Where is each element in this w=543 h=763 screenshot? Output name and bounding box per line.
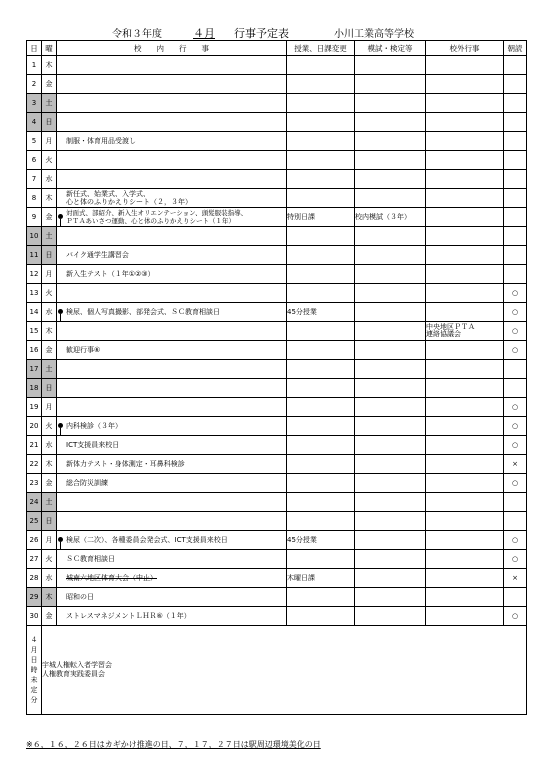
weekday-cell: 月 — [42, 398, 57, 417]
weekday-cell: 日 — [42, 512, 57, 531]
outside-event-cell — [426, 417, 504, 436]
weekday-cell: 土 — [42, 227, 57, 246]
school-event-cell — [57, 303, 287, 322]
weekday-cell: 金 — [42, 474, 57, 493]
school-event-cell — [57, 550, 287, 569]
table-row — [27, 208, 527, 227]
morning-reading-cell — [504, 151, 527, 170]
school-event-cell — [57, 512, 287, 531]
table-header-row — [27, 41, 527, 56]
school-event-text: 新任式、始業式、入学式、 心と体のふりかえりシート（２，３年） — [66, 190, 192, 206]
exam-cell — [355, 170, 426, 189]
school-event-text: ＳＣ教育相談日 — [66, 555, 115, 563]
day-cell: 21 — [27, 436, 42, 455]
exam-cell — [355, 550, 426, 569]
day-cell: 14 — [27, 303, 42, 322]
table-row — [27, 607, 527, 626]
pending-item: 人権教育実践委員会 — [42, 670, 105, 678]
outside-event-cell — [426, 227, 504, 246]
weekday-cell: 火 — [42, 417, 57, 436]
morning-reading-cell: ○ — [504, 607, 527, 626]
continuation-arrow-icon — [60, 314, 61, 322]
school-event-cell — [57, 341, 287, 360]
class-change-cell — [287, 588, 355, 607]
school-event-cell — [57, 246, 287, 265]
exam-cell — [355, 284, 426, 303]
table-row — [27, 417, 527, 436]
table-row — [27, 303, 527, 322]
class-change-cell — [287, 170, 355, 189]
morning-reading-cell: × — [504, 455, 527, 474]
class-change-cell — [287, 113, 355, 132]
class-change-cell — [287, 436, 355, 455]
schedule-table — [26, 40, 527, 715]
table-row — [27, 170, 527, 189]
weekday-cell: 土 — [42, 360, 57, 379]
day-cell: 20 — [27, 417, 42, 436]
exam-cell — [355, 512, 426, 531]
day-cell: 29 — [27, 588, 42, 607]
school-event-cell — [57, 189, 287, 208]
col-header-outside-events: 校外行事 — [426, 41, 504, 56]
weekday-cell: 金 — [42, 75, 57, 94]
weekday-cell: 金 — [42, 341, 57, 360]
day-cell: 8 — [27, 189, 42, 208]
outside-event-cell — [426, 265, 504, 284]
morning-reading-cell — [504, 113, 527, 132]
day-cell: 3 — [27, 94, 42, 113]
school-event-text: ストレスマネジメントＬＨＲ⑥（１年） — [66, 612, 191, 620]
weekday-cell: 木 — [42, 588, 57, 607]
exam-cell — [355, 265, 426, 284]
class-change-cell — [287, 75, 355, 94]
outside-event-cell — [426, 398, 504, 417]
continuation-arrow-icon — [60, 219, 61, 227]
class-change-cell — [287, 417, 355, 436]
day-cell: 25 — [27, 512, 42, 531]
pending-label — [27, 626, 42, 715]
class-change-cell: 特別日課 — [287, 208, 355, 227]
school-event-cell — [57, 588, 287, 607]
exam-cell — [355, 398, 426, 417]
table-row — [27, 512, 527, 531]
weekday-cell: 木 — [42, 322, 57, 341]
day-cell: 27 — [27, 550, 42, 569]
school-event-cell — [57, 417, 287, 436]
weekday-cell: 月 — [42, 132, 57, 151]
school-event-text: 城南六地区体育大会（中止） — [66, 574, 157, 582]
outside-event-cell: 中央地区ＰＴＡ 連絡協議会 — [426, 322, 504, 341]
morning-reading-cell: ○ — [504, 341, 527, 360]
class-change-cell — [287, 512, 355, 531]
fiscal-year: 令和３年度 — [112, 29, 162, 40]
class-change-cell — [287, 379, 355, 398]
morning-reading-cell — [504, 265, 527, 284]
class-change-cell — [287, 493, 355, 512]
school-event-text: 歓迎行事⑥ — [66, 346, 101, 354]
exam-cell — [355, 493, 426, 512]
school-event-cell — [57, 531, 287, 550]
col-header-class-change: 授業、日課変更 — [287, 41, 355, 56]
school-event-cell — [57, 75, 287, 94]
school-event-text: バイク通学生講習会 — [66, 251, 129, 259]
day-cell: 28 — [27, 569, 42, 588]
document-title: 行事予定表 — [234, 27, 289, 40]
school-event-cell — [57, 398, 287, 417]
exam-cell — [355, 379, 426, 398]
exam-cell — [355, 322, 426, 341]
table-row — [27, 398, 527, 417]
exam-cell — [355, 151, 426, 170]
school-event-cell — [57, 474, 287, 493]
class-change-cell — [287, 455, 355, 474]
weekday-cell: 土 — [42, 94, 57, 113]
weekday-cell: 金 — [42, 607, 57, 626]
day-cell: 4 — [27, 113, 42, 132]
school-event-cell — [57, 227, 287, 246]
morning-reading-cell — [504, 170, 527, 189]
outside-event-cell — [426, 94, 504, 113]
morning-reading-cell: ○ — [504, 303, 527, 322]
weekday-cell: 木 — [42, 455, 57, 474]
school-event-text: 新入生テスト（１年①②③） — [66, 270, 155, 278]
morning-reading-cell — [504, 588, 527, 607]
school-event-text: 新体力テスト・身体測定・耳鼻科検診 — [66, 460, 185, 468]
class-change-cell — [287, 56, 355, 75]
col-header-morning-reading: 朝読 — [504, 41, 527, 56]
exam-cell — [355, 94, 426, 113]
weekday-cell: 木 — [42, 56, 57, 75]
morning-reading-cell — [504, 75, 527, 94]
day-cell: 19 — [27, 398, 42, 417]
morning-reading-cell: ○ — [504, 436, 527, 455]
table-row — [27, 75, 527, 94]
outside-event-cell — [426, 284, 504, 303]
morning-reading-cell — [504, 227, 527, 246]
exam-cell — [355, 569, 426, 588]
day-cell: 6 — [27, 151, 42, 170]
class-change-cell — [287, 360, 355, 379]
table-row — [27, 474, 527, 493]
table-row — [27, 94, 527, 113]
weekday-cell: 土 — [42, 493, 57, 512]
table-row — [27, 550, 527, 569]
class-change-cell — [287, 151, 355, 170]
school-event-cell — [57, 265, 287, 284]
class-change-cell — [287, 550, 355, 569]
outside-event-cell — [426, 132, 504, 151]
class-change-cell — [287, 94, 355, 113]
morning-reading-cell: ○ — [504, 474, 527, 493]
morning-reading-cell — [504, 246, 527, 265]
weekday-cell: 火 — [42, 151, 57, 170]
exam-cell — [355, 531, 426, 550]
outside-event-cell — [426, 56, 504, 75]
continuation-arrow-icon — [60, 542, 61, 550]
weekday-cell: 水 — [42, 436, 57, 455]
exam-cell — [355, 132, 426, 151]
morning-reading-cell: ○ — [504, 417, 527, 436]
school-event-cell — [57, 94, 287, 113]
table-row — [27, 455, 527, 474]
day-cell: 7 — [27, 170, 42, 189]
school-event-text: 対面式、部紹介、新入生オリエンテーション、頭髪服装指導、 ＰＴＡあいさつ運動、心と体のふりかえりシート（１年） — [66, 209, 248, 225]
exam-cell — [355, 607, 426, 626]
outside-event-cell — [426, 208, 504, 227]
morning-reading-cell — [504, 208, 527, 227]
schedule-body — [27, 56, 527, 626]
weekday-cell: 水 — [42, 303, 57, 322]
table-row — [27, 493, 527, 512]
day-cell: 11 — [27, 246, 42, 265]
class-change-cell — [287, 341, 355, 360]
school-event-cell — [57, 455, 287, 474]
table-row — [27, 322, 527, 341]
day-cell: 13 — [27, 284, 42, 303]
school-event-cell — [57, 436, 287, 455]
exam-cell — [355, 246, 426, 265]
outside-event-cell — [426, 569, 504, 588]
exam-cell — [355, 474, 426, 493]
exam-cell — [355, 588, 426, 607]
school-event-cell — [57, 360, 287, 379]
morning-reading-cell — [504, 132, 527, 151]
day-cell: 5 — [27, 132, 42, 151]
morning-reading-cell: × — [504, 569, 527, 588]
table-row — [27, 227, 527, 246]
class-change-cell — [287, 227, 355, 246]
outside-event-cell — [426, 512, 504, 531]
day-cell: 10 — [27, 227, 42, 246]
school-event-cell — [57, 493, 287, 512]
weekday-cell: 水 — [42, 569, 57, 588]
school-event-cell — [57, 284, 287, 303]
table-row — [27, 379, 527, 398]
class-change-cell — [287, 398, 355, 417]
morning-reading-cell — [504, 56, 527, 75]
day-cell: 9 — [27, 208, 42, 227]
weekday-cell: 火 — [42, 284, 57, 303]
morning-reading-cell: ○ — [504, 531, 527, 550]
school-event-text: 総合防災訓練 — [66, 479, 108, 487]
table-row — [27, 569, 527, 588]
month-label: ４月 — [193, 27, 215, 40]
outside-event-cell — [426, 474, 504, 493]
pending-row — [27, 626, 527, 715]
col-header-dow: 曜 — [42, 41, 57, 56]
class-change-cell — [287, 607, 355, 626]
table-row — [27, 360, 527, 379]
school-event-cell — [57, 569, 287, 588]
school-event-cell — [57, 208, 287, 227]
table-row — [27, 132, 527, 151]
weekday-cell: 月 — [42, 531, 57, 550]
weekday-cell: 日 — [42, 113, 57, 132]
pending-items — [42, 626, 527, 715]
exam-cell — [355, 189, 426, 208]
class-change-cell: 45分授業 — [287, 531, 355, 550]
morning-reading-cell: ○ — [504, 550, 527, 569]
school-event-cell — [57, 56, 287, 75]
class-change-cell — [287, 265, 355, 284]
morning-reading-cell: ○ — [504, 284, 527, 303]
outside-event-cell — [426, 113, 504, 132]
exam-cell — [355, 417, 426, 436]
school-event-cell — [57, 151, 287, 170]
school-event-text: 検尿、個人写真撮影、部発会式、ＳＣ教育相談日 — [66, 308, 220, 316]
table-row — [27, 189, 527, 208]
day-cell: 1 — [27, 56, 42, 75]
weekday-cell: 火 — [42, 550, 57, 569]
weekday-cell: 金 — [42, 208, 57, 227]
school-event-text: 昭和の日 — [66, 593, 94, 601]
outside-event-cell — [426, 588, 504, 607]
table-row — [27, 265, 527, 284]
school-event-cell — [57, 113, 287, 132]
weekday-cell: 日 — [42, 246, 57, 265]
day-cell: 16 — [27, 341, 42, 360]
col-header-school-events: 校 内 行 事 — [57, 41, 287, 56]
footnote: ※６，１６，２６日はカギかけ推進の日、７，１７，２７日は駅周辺環境美化の日 — [26, 740, 321, 749]
day-cell: 2 — [27, 75, 42, 94]
class-change-cell — [287, 189, 355, 208]
outside-event-cell — [426, 189, 504, 208]
outside-event-cell — [426, 170, 504, 189]
class-change-cell: 45分授業 — [287, 303, 355, 322]
continuation-arrow-icon — [60, 428, 61, 436]
day-cell: 15 — [27, 322, 42, 341]
day-cell: 24 — [27, 493, 42, 512]
table-row — [27, 436, 527, 455]
exam-cell — [355, 436, 426, 455]
morning-reading-cell: ○ — [504, 322, 527, 341]
class-change-cell — [287, 284, 355, 303]
morning-reading-cell — [504, 512, 527, 531]
exam-cell — [355, 303, 426, 322]
table-row — [27, 151, 527, 170]
class-change-cell — [287, 246, 355, 265]
class-change-cell: 木曜日課 — [287, 569, 355, 588]
day-cell: 12 — [27, 265, 42, 284]
school-event-text: 検尿（二次）、各種委員会発会式、ICT支援員来校日 — [66, 536, 228, 544]
weekday-cell: 日 — [42, 379, 57, 398]
school-event-cell — [57, 607, 287, 626]
pending-item: 宇城人権転入者学習会 — [42, 661, 112, 669]
outside-event-cell — [426, 607, 504, 626]
day-cell: 26 — [27, 531, 42, 550]
document-header — [0, 25, 543, 39]
school-event-cell — [57, 379, 287, 398]
school-event-cell — [57, 132, 287, 151]
outside-event-cell — [426, 550, 504, 569]
school-event-cell — [57, 170, 287, 189]
morning-reading-cell — [504, 379, 527, 398]
exam-cell: 校内模試（３年） — [355, 208, 426, 227]
school-name: 小川工業高等学校 — [334, 29, 414, 40]
day-cell: 22 — [27, 455, 42, 474]
outside-event-cell — [426, 303, 504, 322]
table-row — [27, 246, 527, 265]
outside-event-cell — [426, 379, 504, 398]
morning-reading-cell — [504, 94, 527, 113]
table-row — [27, 113, 527, 132]
morning-reading-cell — [504, 189, 527, 208]
day-cell: 17 — [27, 360, 42, 379]
outside-event-cell — [426, 151, 504, 170]
school-event-text: 内科検診（３年） — [66, 422, 122, 430]
exam-cell — [355, 75, 426, 94]
table-row — [27, 284, 527, 303]
outside-event-cell — [426, 436, 504, 455]
outside-event-cell — [426, 493, 504, 512]
outside-event-cell — [426, 531, 504, 550]
table-row — [27, 531, 527, 550]
table-row — [27, 588, 527, 607]
exam-cell — [355, 341, 426, 360]
class-change-cell — [287, 322, 355, 341]
exam-cell — [355, 56, 426, 75]
exam-cell — [355, 360, 426, 379]
morning-reading-cell: ○ — [504, 398, 527, 417]
weekday-cell: 木 — [42, 189, 57, 208]
class-change-cell — [287, 132, 355, 151]
exam-cell — [355, 455, 426, 474]
exam-cell — [355, 227, 426, 246]
table-row — [27, 341, 527, 360]
outside-event-cell — [426, 341, 504, 360]
day-cell: 18 — [27, 379, 42, 398]
outside-event-cell — [426, 455, 504, 474]
class-change-cell — [287, 474, 355, 493]
col-header-day: 日 — [27, 41, 42, 56]
day-cell: 23 — [27, 474, 42, 493]
table-row — [27, 56, 527, 75]
pending-label-text: ４ 月 日 時 未 定 分 — [30, 636, 38, 704]
morning-reading-cell — [504, 493, 527, 512]
outside-event-cell — [426, 246, 504, 265]
weekday-cell: 月 — [42, 265, 57, 284]
weekday-cell: 水 — [42, 170, 57, 189]
school-event-cell — [57, 322, 287, 341]
day-cell: 30 — [27, 607, 42, 626]
morning-reading-cell — [504, 360, 527, 379]
col-header-exam: 模試・検定等 — [355, 41, 426, 56]
exam-cell — [355, 113, 426, 132]
outside-event-cell — [426, 360, 504, 379]
outside-event-cell — [426, 75, 504, 94]
school-event-text: ICT支援員来校日 — [66, 441, 120, 449]
school-event-text: 制服・体育用品受渡し — [66, 137, 136, 145]
